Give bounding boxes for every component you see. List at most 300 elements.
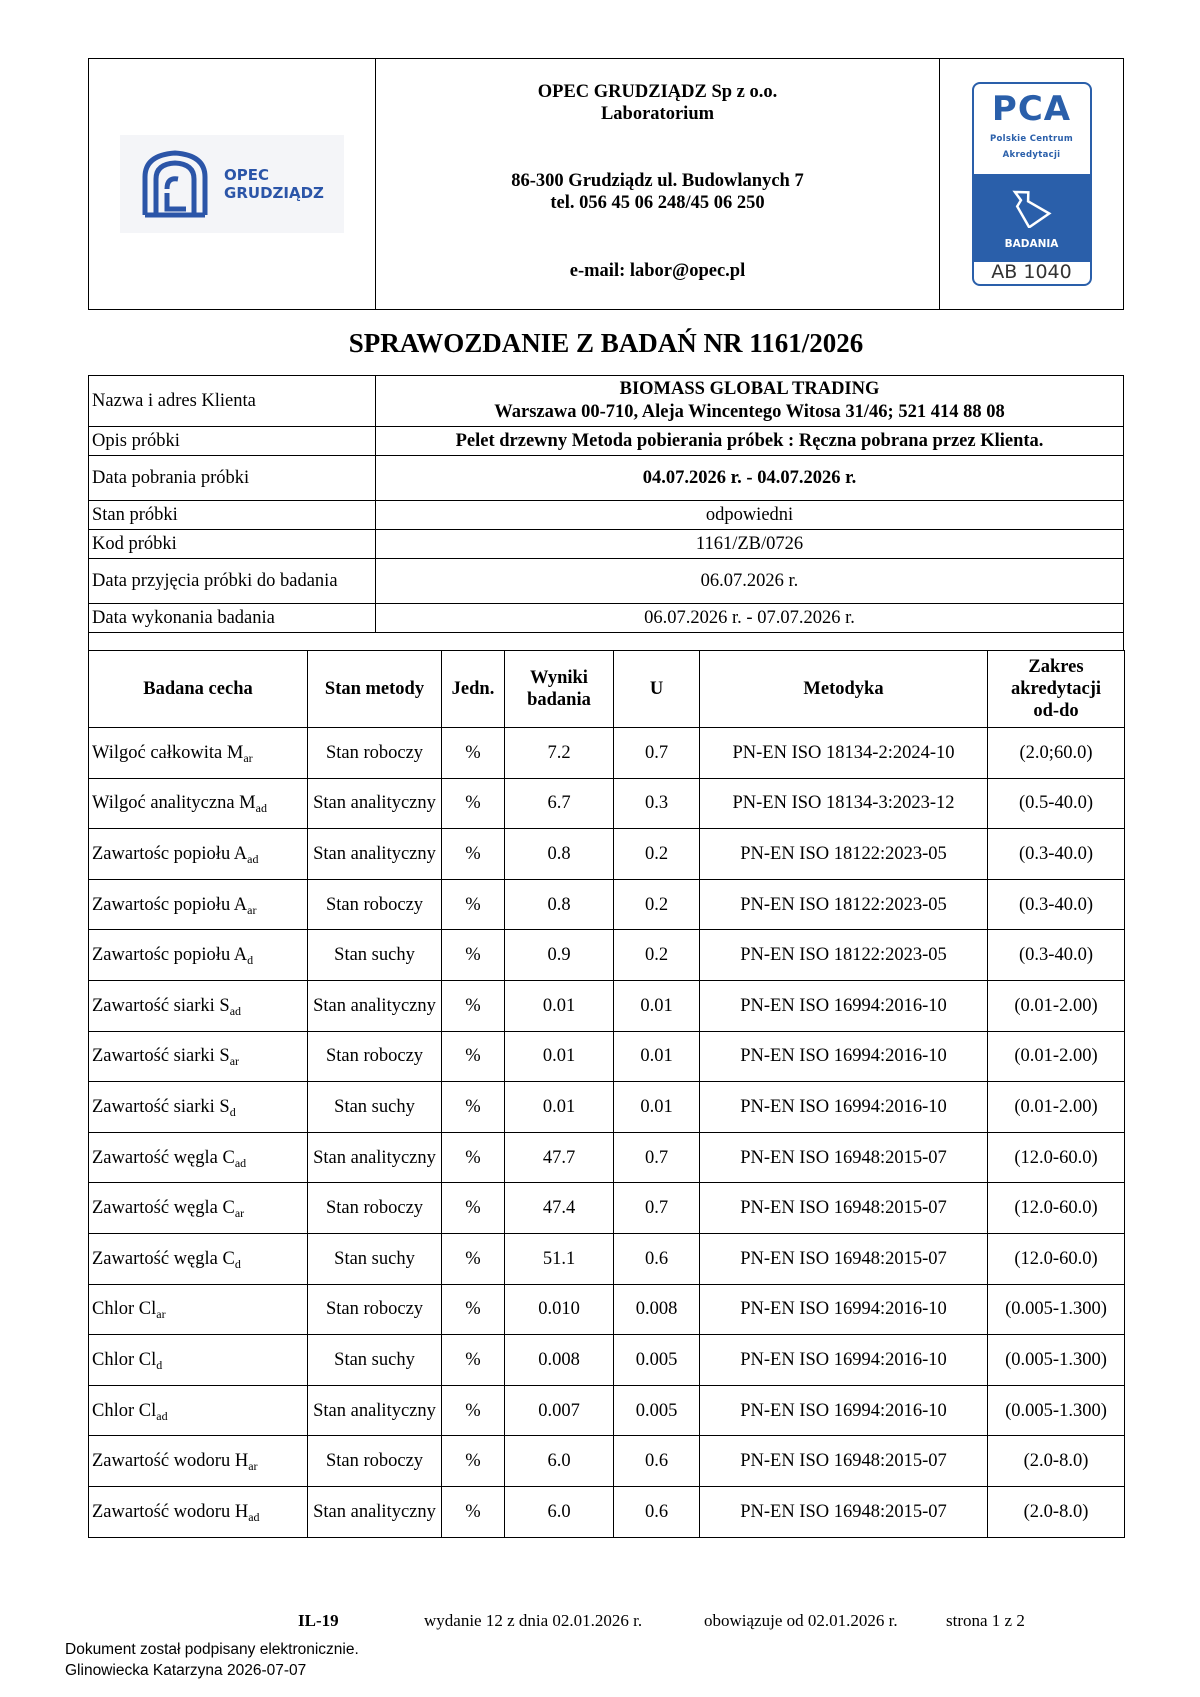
cell-method-text: PN-EN ISO 18134-3:2023-12	[732, 793, 955, 814]
cell-method-text: PN-EN ISO 16948:2015-07	[740, 1501, 947, 1522]
cell-range-text: (0.3-40.0)	[1019, 894, 1093, 915]
cell-method-text: PN-EN ISO 16948:2015-07	[740, 1147, 947, 1168]
cell-value	[505, 1385, 614, 1436]
cell-feature	[89, 980, 308, 1031]
cell-range	[988, 1486, 1125, 1537]
cell-unit-text: %	[465, 843, 481, 864]
signed-note: Dokument został podpisany elektronicznie.	[65, 1641, 359, 1658]
cell-unit-text: %	[465, 1501, 481, 1522]
pca-sub-1: Polskie Centrum	[989, 134, 1074, 144]
lab-name: Laboratorium	[600, 104, 715, 124]
cell-unit	[442, 930, 505, 981]
table-row	[89, 1233, 1125, 1284]
cell-u	[614, 1233, 700, 1284]
sample-code-value: 1161/ZB/0726	[376, 530, 1124, 559]
cell-range	[988, 980, 1125, 1031]
cell-value	[505, 1132, 614, 1183]
cell-unit	[442, 1233, 505, 1284]
cell-u	[614, 1335, 700, 1386]
cell-range-text: (12.0-60.0)	[1014, 1248, 1098, 1269]
cell-value	[505, 1486, 614, 1537]
cell-u	[614, 1031, 700, 1082]
cell-value-text: 0.008	[538, 1349, 580, 1370]
header-result-line2: badania	[527, 690, 591, 710]
subscript: ad	[248, 1509, 260, 1524]
cell-method-text: PN-EN ISO 18122:2023-05	[740, 945, 947, 966]
info-row-state	[89, 501, 1124, 530]
form-id: IL-19	[298, 1611, 339, 1630]
cell-unit-text: %	[465, 1248, 481, 1269]
sample-state-label: Stan próbki	[89, 501, 376, 530]
cell-method	[700, 1132, 988, 1183]
cell-unit-text: %	[465, 793, 481, 814]
cell-u-text: 0.005	[635, 1400, 678, 1421]
cell-range-text: (2.0-8.0)	[1023, 1451, 1089, 1472]
cell-unit	[442, 1385, 505, 1436]
flask-icon	[1012, 182, 1052, 228]
cell-u	[614, 930, 700, 981]
cell-feature-text: Wilgoć całkowita M	[92, 742, 244, 763]
cell-unit-text: %	[465, 1046, 481, 1067]
cell-unit-text: %	[465, 1451, 481, 1472]
cell-value	[505, 829, 614, 880]
subscript: ad	[229, 1003, 242, 1018]
edition: wydanie 12 z dnia 02.01.2026 r.	[424, 1611, 643, 1630]
info-row-sampling-date	[89, 456, 1124, 501]
cell-u	[614, 728, 700, 779]
cell-u-text: 0.01	[640, 1096, 673, 1117]
subscript: d	[247, 953, 254, 968]
lab-contact-cell	[376, 59, 940, 309]
sample-desc-label: Opis próbki	[89, 427, 376, 456]
company-name: OPEC GRUDZIĄDZ Sp z o.o.	[537, 82, 778, 102]
subscript: ar	[234, 1206, 245, 1221]
cell-state-text: Stan suchy	[334, 1248, 415, 1269]
page-number: strona 1 z 2	[946, 1611, 1025, 1630]
cell-value-text: 0.01	[542, 1096, 576, 1117]
cell-state	[308, 980, 442, 1031]
subscript: d	[234, 1256, 241, 1271]
cell-unit	[442, 1436, 505, 1487]
info-row-description	[89, 427, 1124, 456]
client-name: BIOMASS GLOBAL TRADING	[619, 379, 880, 399]
table-row	[89, 728, 1125, 779]
cell-method-text: PN-EN ISO 16948:2015-07	[740, 1198, 947, 1219]
subscript: ad	[247, 851, 259, 866]
sampling-date-label: Data pobrania próbki	[89, 456, 376, 501]
cell-value-text: 0.8	[547, 894, 571, 915]
cell-unit-text: %	[465, 1349, 481, 1370]
cell-range	[988, 879, 1125, 930]
cell-value-text: 6.0	[547, 1501, 571, 1522]
cell-feature-text: Zawartość wodoru H	[92, 1501, 249, 1522]
cell-state-text: Stan roboczy	[325, 1198, 424, 1219]
cell-value-text: 47.7	[542, 1147, 576, 1168]
cell-range-text: (2.0-8.0)	[1023, 1501, 1089, 1522]
cell-unit-text: %	[465, 1299, 481, 1320]
cell-value	[505, 728, 614, 779]
info-row-client	[89, 376, 1124, 427]
cell-u-text: 0.7	[644, 1147, 669, 1168]
cell-u	[614, 1385, 700, 1436]
sample-state-value: odpowiedni	[376, 501, 1124, 530]
pca-accreditation-logo	[972, 82, 1092, 286]
cell-state	[308, 930, 442, 981]
cell-state	[308, 1082, 442, 1133]
cell-value	[505, 1031, 614, 1082]
cell-feature-text: Zawartość siarki S	[92, 1046, 230, 1067]
cell-state-text: Stan analityczny	[313, 1147, 436, 1168]
cell-range-text: (0.01-2.00)	[1014, 1046, 1098, 1067]
cell-method	[700, 980, 988, 1031]
cell-u-text: 0.6	[644, 1248, 669, 1269]
cell-value-text: 0.01	[542, 995, 576, 1016]
cell-feature	[89, 829, 308, 880]
header-result	[505, 651, 614, 728]
cell-range	[988, 1031, 1125, 1082]
cell-state-text: Stan suchy	[334, 1096, 415, 1117]
cell-feature-text: Zawartośc popiołu A	[92, 945, 248, 966]
cell-state	[308, 829, 442, 880]
cell-u	[614, 1132, 700, 1183]
receipt-date-label: Data przyjęcia próbki do badania	[89, 559, 376, 604]
sample-code-label: Kod próbki	[89, 530, 376, 559]
header-scope-line1: Zakres	[1028, 657, 1084, 677]
cell-state	[308, 879, 442, 930]
cell-method-text: PN-EN ISO 16994:2016-10	[740, 1299, 947, 1320]
cell-method-text: PN-EN ISO 16994:2016-10	[740, 1349, 947, 1370]
cell-range	[988, 1082, 1125, 1133]
cell-state-text: Stan roboczy	[325, 1451, 424, 1472]
cell-state-text: Stan analityczny	[313, 1501, 436, 1522]
cell-feature-text: Zawartośc popiołu A	[92, 843, 248, 864]
lab-email: e-mail: labor@opec.pl	[569, 261, 746, 281]
cell-state	[308, 1233, 442, 1284]
results-table	[88, 650, 1125, 1538]
table-row	[89, 1183, 1125, 1234]
subscript: ar	[156, 1307, 166, 1322]
cell-feature	[89, 1233, 308, 1284]
cell-feature	[89, 1082, 308, 1133]
report-title: SPRAWOZDANIE Z BADAŃ NR 1161/2026	[348, 328, 864, 358]
cell-method-text: PN-EN ISO 18122:2023-05	[740, 894, 947, 915]
cell-value-text: 6.0	[547, 1451, 571, 1472]
cell-feature	[89, 1183, 308, 1234]
header-method: Metodyka	[700, 651, 988, 728]
cell-unit-text: %	[465, 1198, 481, 1219]
cell-state	[308, 1486, 442, 1537]
cell-state-text: Stan analityczny	[313, 793, 436, 814]
cell-feature	[89, 728, 308, 779]
header-unit: Jedn.	[442, 651, 505, 728]
cell-u-text: 0.2	[644, 894, 669, 915]
sample-desc-value: Pelet drzewny Metoda pobierania próbek : Ręczna pobrana przez Klienta.	[376, 427, 1124, 456]
cell-unit-text: %	[465, 894, 481, 915]
sampling-date-value: 04.07.2026 r. - 04.07.2026 r.	[376, 456, 1124, 501]
cell-u	[614, 1082, 700, 1133]
cell-range	[988, 778, 1125, 829]
cell-method	[700, 1233, 988, 1284]
opec-logo-line2: GRUDZIĄDZ	[224, 184, 324, 202]
subscript: ad	[255, 801, 267, 816]
cell-method-text: PN-EN ISO 18134-2:2024-10	[732, 742, 955, 763]
cell-u	[614, 1284, 700, 1335]
subscript: ar	[229, 1054, 240, 1069]
cell-range-text: (0.01-2.00)	[1014, 1096, 1098, 1117]
cell-state	[308, 1183, 442, 1234]
cell-method	[700, 778, 988, 829]
cell-method-text: PN-EN ISO 18122:2023-05	[740, 843, 947, 864]
header-result-line1: Wyniki	[530, 668, 588, 688]
opec-logo-line1: OPEC	[224, 166, 270, 184]
cell-state	[308, 1335, 442, 1386]
lab-address: 86-300 Grudziądz ul. Budowlanych 7	[511, 171, 804, 191]
cell-value	[505, 1335, 614, 1386]
receipt-date-value: 06.07.2026 r.	[376, 559, 1124, 604]
cell-range	[988, 728, 1125, 779]
cell-feature-text: Chlor Cl	[92, 1349, 157, 1370]
cell-feature-text: Wilgoć analityczna M	[92, 793, 256, 814]
cell-feature	[89, 879, 308, 930]
pca-badania-label: BADANIA	[1004, 238, 1059, 250]
table-row	[89, 1486, 1125, 1537]
cell-feature	[89, 1031, 308, 1082]
client-label: Nazwa i adres Klienta	[89, 376, 376, 427]
cell-feature-text: Zawartość siarki S	[92, 995, 230, 1016]
cell-feature-text: Zawartość węgla C	[92, 1248, 235, 1269]
cell-value	[505, 778, 614, 829]
cell-unit	[442, 728, 505, 779]
cell-unit	[442, 1284, 505, 1335]
cell-feature	[89, 1486, 308, 1537]
cell-feature	[89, 1284, 308, 1335]
cell-range	[988, 1132, 1125, 1183]
cell-range-text: (2.0;60.0)	[1019, 742, 1093, 763]
cell-value-text: 6.7	[547, 793, 571, 814]
cell-value-text: 0.007	[538, 1400, 580, 1421]
cell-feature-text: Zawartośc popiołu A	[92, 894, 248, 915]
report-header	[88, 58, 1124, 310]
header-feature: Badana cecha	[89, 651, 308, 728]
subscript: ad	[234, 1155, 247, 1170]
cell-state	[308, 778, 442, 829]
cell-unit	[442, 1132, 505, 1183]
cell-method-text: PN-EN ISO 16994:2016-10	[740, 1400, 947, 1421]
cell-unit	[442, 879, 505, 930]
cell-feature-text: Chlor Cl	[92, 1299, 157, 1320]
cell-value-text: 51.1	[542, 1248, 576, 1269]
cell-method	[700, 728, 988, 779]
cell-state	[308, 1284, 442, 1335]
cell-feature	[89, 778, 308, 829]
info-row-receipt-date	[89, 559, 1124, 604]
cell-range	[988, 1436, 1125, 1487]
cell-range-text: (0.5-40.0)	[1019, 793, 1093, 814]
cell-u-text: 0.01	[640, 995, 673, 1016]
cell-u-text: 0.2	[644, 843, 669, 864]
cell-method	[700, 1436, 988, 1487]
cell-u	[614, 778, 700, 829]
cell-range-text: (12.0-60.0)	[1014, 1147, 1098, 1168]
cell-unit	[442, 1335, 505, 1386]
cell-feature-text: Chlor Cl	[92, 1400, 157, 1421]
cell-unit	[442, 778, 505, 829]
cell-state-text: Stan suchy	[334, 945, 415, 966]
cell-u-text: 0.3	[644, 793, 669, 814]
pca-blue-panel	[974, 174, 1090, 262]
cell-feature	[89, 1436, 308, 1487]
cell-range-text: (0.005-1.300)	[1005, 1349, 1107, 1370]
table-row	[89, 829, 1125, 880]
cell-value-text: 0.01	[542, 1046, 576, 1067]
cell-method	[700, 829, 988, 880]
cell-unit-text: %	[465, 1400, 481, 1421]
cell-range-text: (0.005-1.300)	[1005, 1299, 1107, 1320]
valid-from: obowiązuje od 02.01.2026 r.	[704, 1611, 898, 1630]
cell-u	[614, 1436, 700, 1487]
cell-range	[988, 1385, 1125, 1436]
pca-title: PCA	[991, 89, 1072, 129]
cell-unit-text: %	[465, 1147, 481, 1168]
cell-unit-text: %	[465, 945, 481, 966]
cell-method	[700, 1335, 988, 1386]
pca-code: AB 1040	[991, 261, 1072, 283]
table-row	[89, 1385, 1125, 1436]
table-row	[89, 1082, 1125, 1133]
cell-feature	[89, 1335, 308, 1386]
cell-u	[614, 980, 700, 1031]
cell-method-text: PN-EN ISO 16948:2015-07	[740, 1248, 947, 1269]
cell-feature	[89, 1132, 308, 1183]
cell-feature-text: Zawartość węgla C	[92, 1147, 235, 1168]
cell-state	[308, 1132, 442, 1183]
opec-logo	[120, 135, 344, 233]
results-header-row	[89, 651, 1125, 728]
cell-range-text: (0.01-2.00)	[1014, 995, 1098, 1016]
header-scope	[988, 651, 1125, 728]
cell-range-text: (0.3-40.0)	[1019, 843, 1093, 864]
cell-value-text: 47.4	[542, 1198, 576, 1219]
header-scope-line2: akredytacji	[1010, 679, 1102, 699]
table-row	[89, 1031, 1125, 1082]
table-row	[89, 980, 1125, 1031]
table-row	[89, 1284, 1125, 1335]
table-row	[89, 879, 1125, 930]
cell-value	[505, 1082, 614, 1133]
cell-unit	[442, 829, 505, 880]
cell-range	[988, 1183, 1125, 1234]
cell-range	[988, 829, 1125, 880]
cell-state-text: Stan roboczy	[325, 1299, 424, 1320]
test-date-value: 06.07.2026 r. - 07.07.2026 r.	[376, 604, 1124, 633]
cell-feature-text: Zawartość wodoru H	[92, 1451, 249, 1472]
cell-state-text: Stan analityczny	[313, 995, 436, 1016]
cell-state	[308, 728, 442, 779]
cell-state-text: Stan roboczy	[325, 1046, 424, 1067]
info-row-code	[89, 530, 1124, 559]
subscript: d	[229, 1104, 236, 1119]
cell-method	[700, 1385, 988, 1436]
cell-method	[700, 1082, 988, 1133]
subscript: d	[156, 1357, 163, 1372]
cell-u-text: 0.7	[644, 742, 669, 763]
cell-method-text: PN-EN ISO 16994:2016-10	[740, 1096, 947, 1117]
cell-method-text: PN-EN ISO 16994:2016-10	[740, 995, 947, 1016]
cell-method	[700, 1031, 988, 1082]
cell-method	[700, 1284, 988, 1335]
cell-state	[308, 1436, 442, 1487]
cell-state-text: Stan roboczy	[325, 742, 424, 763]
cell-feature	[89, 930, 308, 981]
table-spacer	[88, 633, 1124, 650]
subscript: ar	[248, 1459, 258, 1474]
cell-u-text: 0.7	[644, 1198, 669, 1219]
pca-sub-2: Akredytacji	[1002, 150, 1061, 160]
cell-value	[505, 879, 614, 930]
cell-range	[988, 930, 1125, 981]
cell-state-text: Stan roboczy	[325, 894, 424, 915]
cell-u-text: 0.005	[635, 1349, 678, 1370]
opec-building-icon	[140, 149, 210, 219]
subscript: ar	[243, 750, 253, 765]
cell-method-text: PN-EN ISO 16948:2015-07	[740, 1451, 947, 1472]
pca-logo-cell	[940, 59, 1123, 309]
cell-state	[308, 1031, 442, 1082]
cell-unit	[442, 980, 505, 1031]
cell-u-text: 0.01	[640, 1046, 673, 1067]
cell-value	[505, 1233, 614, 1284]
cell-unit-text: %	[465, 1096, 481, 1117]
cell-method	[700, 1486, 988, 1537]
cell-u	[614, 829, 700, 880]
table-row	[89, 1132, 1125, 1183]
cell-state	[308, 1385, 442, 1436]
cell-feature	[89, 1385, 308, 1436]
cell-unit	[442, 1082, 505, 1133]
cell-range	[988, 1335, 1125, 1386]
cell-unit	[442, 1031, 505, 1082]
cell-feature-text: Zawartość węgla C	[92, 1198, 235, 1219]
table-row	[89, 778, 1125, 829]
cell-method-text: PN-EN ISO 16994:2016-10	[740, 1046, 947, 1067]
cell-value-text: 0.010	[538, 1299, 580, 1320]
cell-u-text: 0.008	[635, 1299, 678, 1320]
cell-u	[614, 1486, 700, 1537]
client-value	[376, 376, 1124, 427]
header-scope-line3: od-do	[1033, 701, 1079, 721]
cell-method	[700, 879, 988, 930]
client-address: Warszawa 00-710, Aleja Wincentego Witosa 31/46; 521 414 88 08	[494, 402, 1005, 422]
info-row-test-date	[89, 604, 1124, 633]
table-row	[89, 1335, 1125, 1386]
cell-value	[505, 980, 614, 1031]
subscript: ar	[247, 902, 257, 917]
cell-range	[988, 1284, 1125, 1335]
cell-unit-text: %	[465, 742, 481, 763]
cell-value	[505, 1436, 614, 1487]
cell-unit-text: %	[465, 995, 481, 1016]
cell-method	[700, 930, 988, 981]
cell-feature-text: Zawartość siarki S	[92, 1096, 230, 1117]
sample-info-table	[88, 375, 1124, 633]
test-date-label: Data wykonania badania	[89, 604, 376, 633]
cell-range-text: (0.3-40.0)	[1019, 945, 1093, 966]
results-body	[89, 728, 1125, 1538]
lab-phone: tel. 056 45 06 248/45 06 250	[550, 193, 765, 213]
cell-value	[505, 930, 614, 981]
cell-state-text: Stan suchy	[334, 1349, 415, 1370]
cell-unit	[442, 1183, 505, 1234]
